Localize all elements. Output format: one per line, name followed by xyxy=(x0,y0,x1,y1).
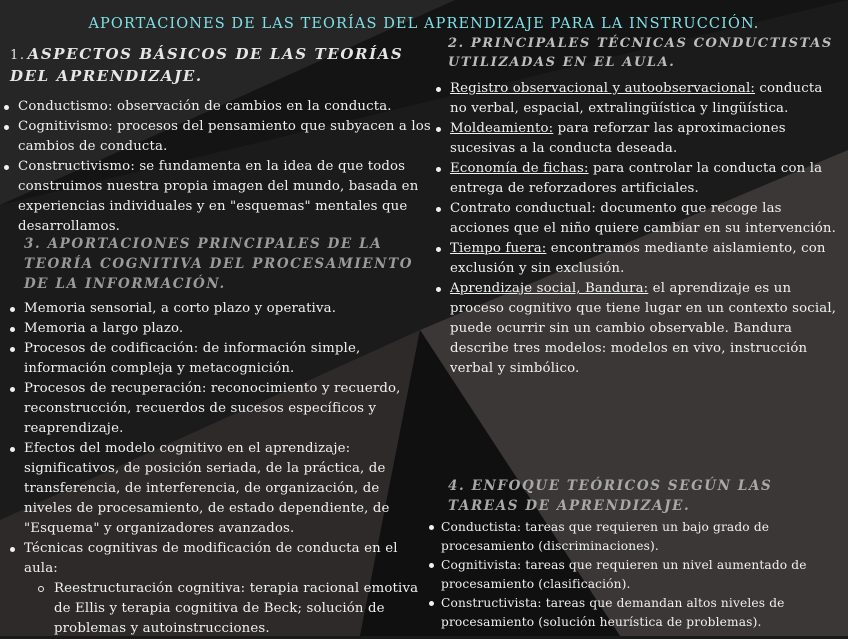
list-item xyxy=(432,279,842,379)
list-item: Cognitivismo: procesos del pensamiento que subyacen a los cambios de conducta. xyxy=(0,117,440,157)
description: el aprendizaje es un proceso cognitivo que tiene lugar en un contexto social, puede ocurrir sin un cambio observable. Bandura describe tres modelos: modelos en vivo, instrucción verbal y simbólico. xyxy=(450,281,837,376)
list-item xyxy=(432,159,842,199)
section1-heading xyxy=(10,44,430,86)
list-item: Efectos del modelo cognitivo en el aprendizaje: significativos, de posición seriada, de la práctica, de transferencia, de interferencia, de organización, de niveles de procesamiento, de estado dependiente, de "Esquema" y organizadores avanzados. xyxy=(6,439,426,539)
term: Aprendizaje social, Bandura: xyxy=(450,281,649,296)
list-item: Memoria a largo plazo. xyxy=(6,319,426,339)
term: Registro observacional y autoobservacional: xyxy=(450,81,756,96)
list-item: Memoria sensorial, a corto plazo y operativa. xyxy=(6,299,426,319)
description: para controlar la conducta con la entrega de reforzadores artificiales. xyxy=(450,161,823,196)
section1-heading-text: ASPECTOS BÁSICOS DE LAS TEORÍAS DEL APRENDIZAJE. xyxy=(10,45,404,85)
list-item: Conductismo: observación de cambios en la conducta. xyxy=(0,97,440,117)
list-item xyxy=(432,199,842,239)
list-item xyxy=(432,119,842,159)
page-title: APORTACIONES DE LAS TEORÍAS DEL APRENDIZAJE PARA LA INSTRUCCIÓN. xyxy=(88,16,760,32)
list-item: Procesos de recuperación: reconocimiento y recuerdo, reconstrucción, recuerdos de sucesos específicos y reaprendizaje. xyxy=(6,379,426,439)
section1-number: 1. xyxy=(10,48,26,63)
description: para reforzar las aproximaciones sucesivas a la conducta deseada. xyxy=(450,121,786,156)
list-item xyxy=(432,79,842,119)
term: Moldeamiento: xyxy=(450,121,554,136)
section1-list xyxy=(0,97,440,237)
list-item xyxy=(432,239,842,279)
list-item: Constructivismo: se fundamenta en la idea de que todos construimos nuestra propia imagen del mundo, basada en experiencias individuales y en "esquemas" mentales que desarrollamos. xyxy=(0,157,440,237)
term: Tiempo fuera: xyxy=(450,241,547,256)
section3-list xyxy=(6,299,426,639)
description: Contrato conductual: documento que recoge las acciones que el niño quiere cambiar en su intervención. xyxy=(450,201,836,236)
term: Economía de fichas: xyxy=(450,161,589,176)
section2-heading: 2. PRINCIPALES TÉCNICAS CONDUCTISTAS UTILIZADAS EN EL AULA. xyxy=(448,36,833,70)
list-item: Constructivista: tareas que demandan altos niveles de procesamiento (solución heurística de problemas). xyxy=(426,594,848,632)
list-item: Procesos de codificación: de información simple, información compleja y metacognición. xyxy=(6,339,426,379)
list-item: Cognitivista: tareas que requieren un nivel aumentado de procesamiento (clasificación). xyxy=(426,556,848,594)
description: conducta no verbal, espacial, extralingüística y lingüística. xyxy=(450,81,823,116)
list-item: Técnicas cognitivas de modificación de conducta en el aula: xyxy=(6,539,426,579)
description: encontramos mediante aislamiento, con exclusión y sin exclusión. xyxy=(450,241,826,276)
sub-list-item: Reestructuración cognitiva: terapia racional emotiva de Ellis y terapia cognitiva de Beck; solución de problemas y autoinstrucciones. xyxy=(6,579,426,639)
section4-heading: 4. ENFOQUE TEÓRICOS SEGÚN LAS TAREAS DE APRENDIZAJE. xyxy=(448,478,773,514)
section4-list xyxy=(426,518,848,632)
section2-list xyxy=(432,79,842,379)
section3-heading: 3. APORTACIONES PRINCIPALES DE LA TEORÍA COGNITIVA DEL PROCESAMIENTO DE LA INFORMACIÓN. xyxy=(24,236,414,292)
list-item: Conductista: tareas que requieren un bajo grado de procesamiento (discriminaciones). xyxy=(426,518,848,556)
